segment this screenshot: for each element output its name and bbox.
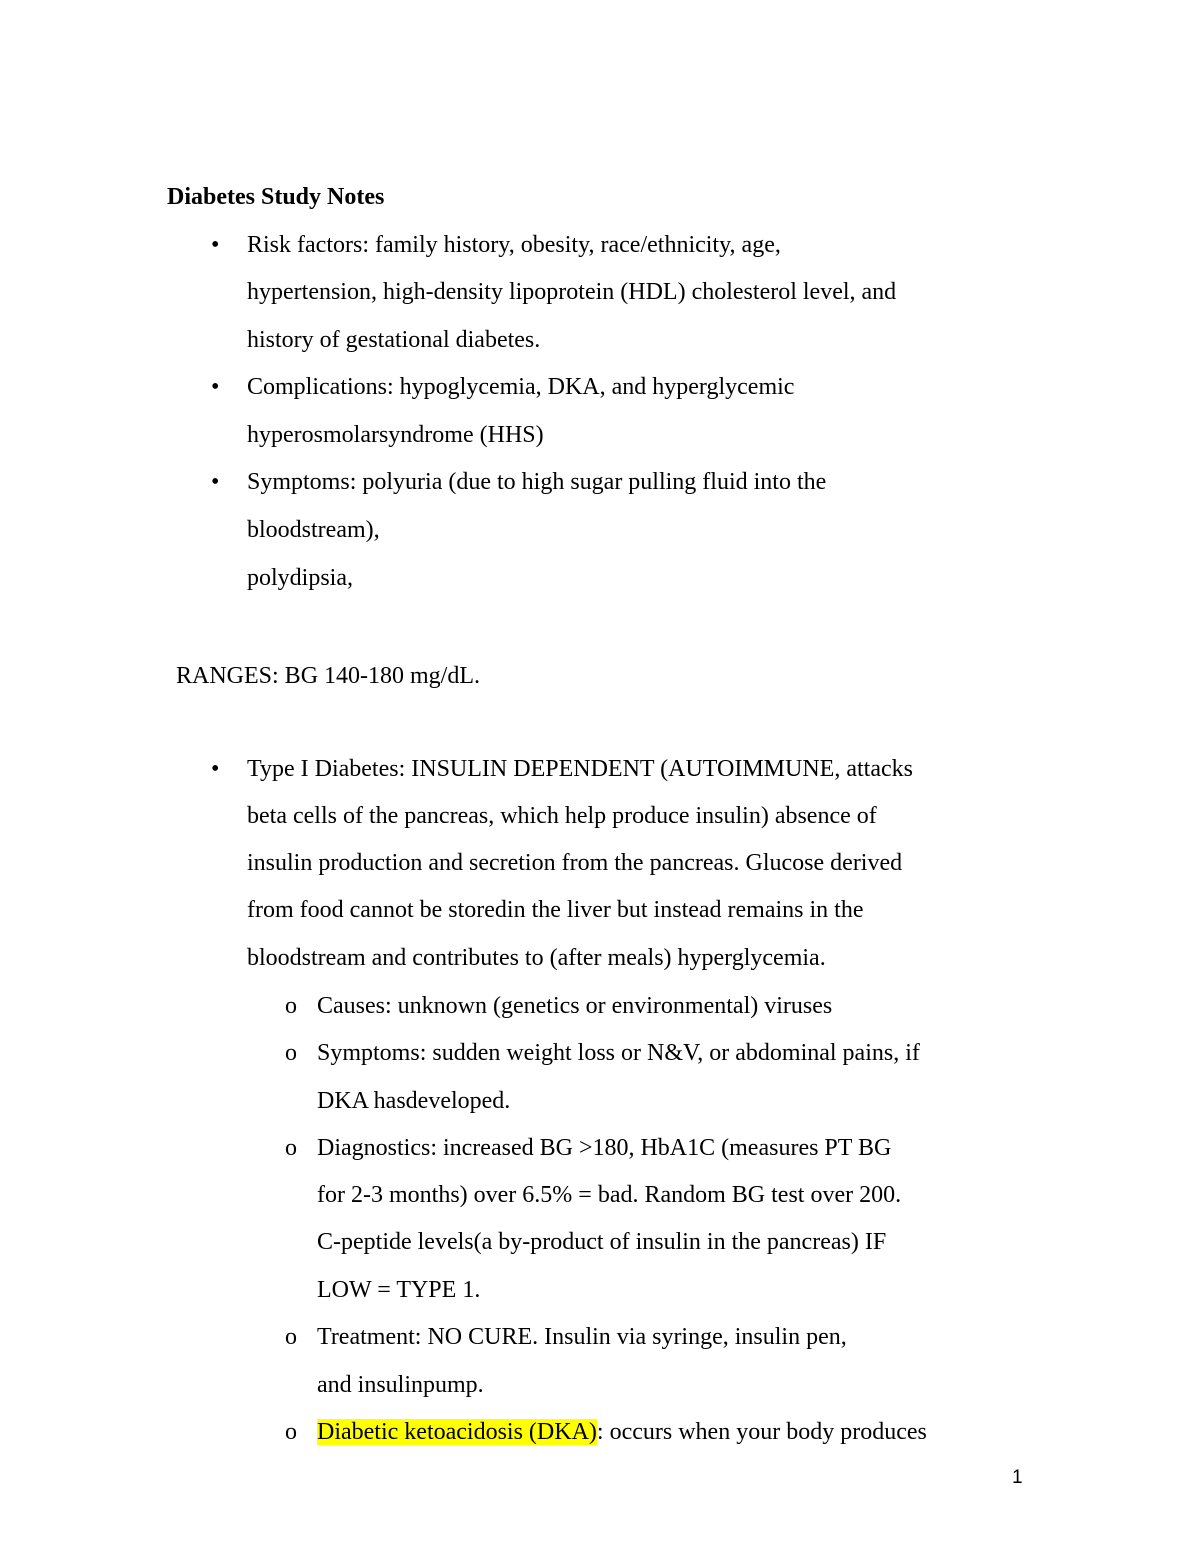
sub-bullet-marker: o [285,1419,297,1445]
symptoms-line-3: polydipsia, [247,565,353,591]
symptoms-line-1: Symptoms: polyuria (due to high sugar pulling fluid into the [247,469,827,495]
complications-line-1: Complications: hypoglycemia, DKA, and hyperglycemic [247,374,795,400]
dka-highlight: Diabetic ketoacidosis (DKA) [317,1419,597,1445]
diagnostics-line-3: C-peptide levels(a by-product of insulin in the pancreas) IF [317,1229,887,1255]
type1-symptoms-line-1: Symptoms: sudden weight loss or N&V, or abdominal pains, if [317,1040,920,1066]
page-number: 1 [1012,1467,1023,1488]
causes-line-1: Causes: unknown (genetics or environmental) viruses [317,993,833,1019]
sub-bullet-marker: o [285,1040,297,1066]
diagnostics-line-1: Diagnostics: increased BG >180, HbA1C (measures PT BG [317,1135,892,1161]
bullet-marker: • [211,756,220,782]
sub-bullet-marker: o [285,1324,297,1350]
ranges-line: RANGES: BG 140-180 mg/dL. [176,663,481,689]
complications-line-2: hyperosmolarsyndrome (HHS) [247,422,544,448]
dka-rest: : occurs when your body produces [596,1419,927,1445]
dka-line [317,1417,927,1447]
treatment-line-1: Treatment: NO CURE. Insulin via syringe, insulin pen, [317,1324,847,1350]
type1-line-3: insulin production and secretion from the pancreas. Glucose derived [247,850,903,876]
symptoms-line-2: bloodstream), [247,517,380,543]
risk-factors-line-1: Risk factors: family history, obesity, race/ethnicity, age, [247,232,781,258]
bullet-marker: • [211,469,220,495]
type1-symptoms-line-2: DKA hasdeveloped. [317,1088,511,1114]
diagnostics-line-2: for 2-3 months) over 6.5% = bad. Random BG test over 200. [317,1182,902,1208]
type1-line-1: Type I Diabetes: INSULIN DEPENDENT (AUTOIMMUNE, attacks [247,756,913,782]
document-title: Diabetes Study Notes [167,184,385,210]
type1-line-4: from food cannot be storedin the liver but instead remains in the [247,897,864,923]
type1-line-5: bloodstream and contributes to (after meals) hyperglycemia. [247,945,826,971]
treatment-line-2: and insulinpump. [317,1372,484,1398]
risk-factors-line-3: history of gestational diabetes. [247,327,541,353]
sub-bullet-marker: o [285,993,297,1019]
sub-bullet-marker: o [285,1135,297,1161]
bullet-marker: • [211,232,220,258]
diagnostics-line-4: LOW = TYPE 1. [317,1277,481,1303]
bullet-marker: • [211,374,220,400]
type1-line-2: beta cells of the pancreas, which help produce insulin) absence of [247,803,877,829]
risk-factors-line-2: hypertension, high-density lipoprotein (HDL) cholesterol level, and [247,279,897,305]
